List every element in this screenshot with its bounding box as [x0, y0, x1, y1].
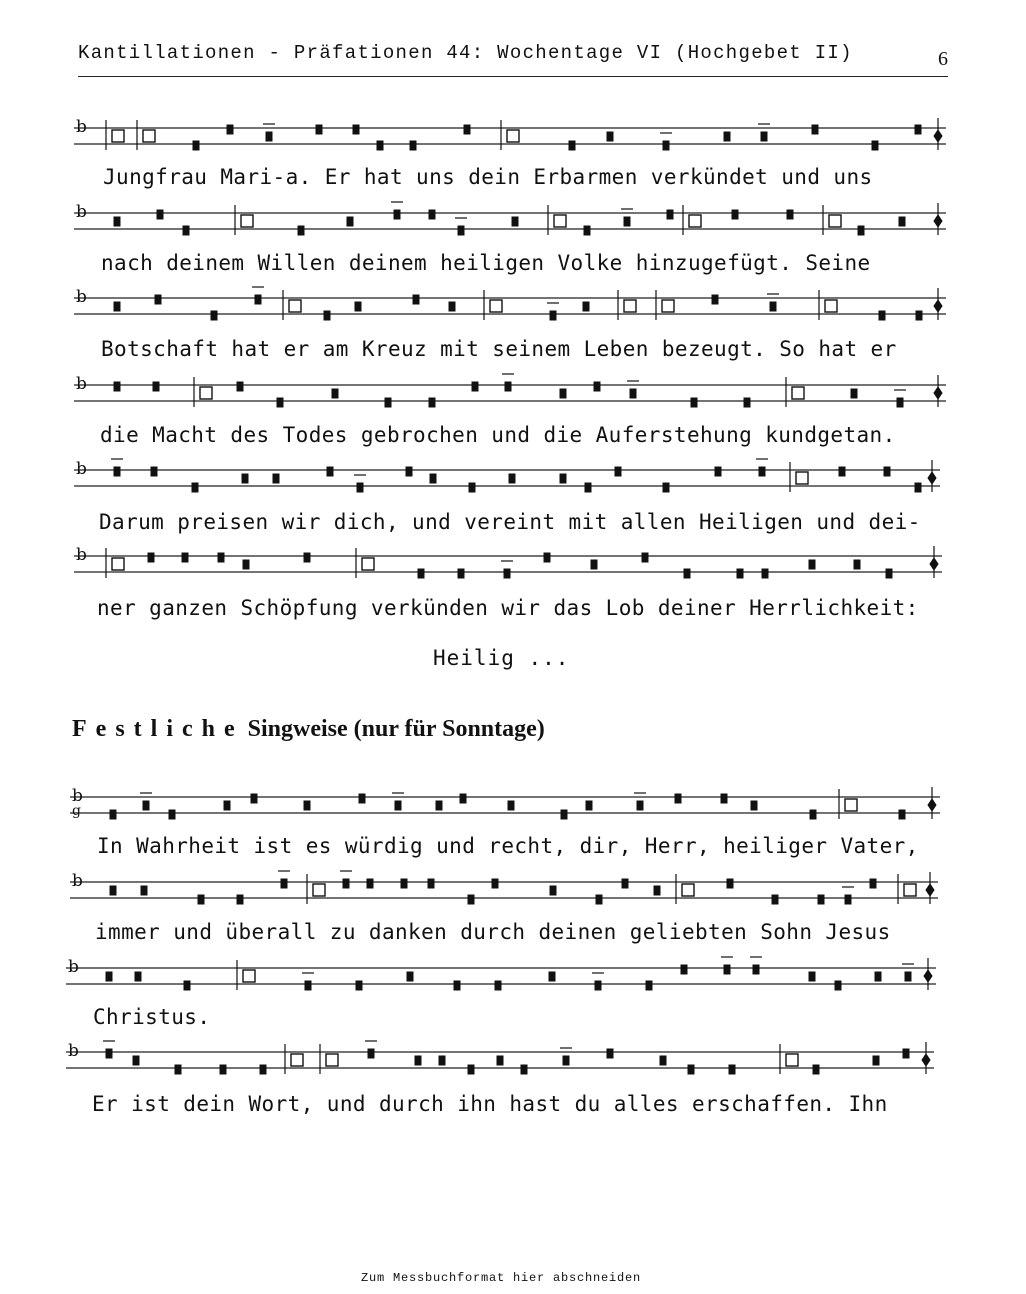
- header-title: Kantillationen - Präfationen 44: Wochentage VI (Hochgebet II): [78, 42, 853, 64]
- page-number: 6: [938, 48, 948, 70]
- lyric-line-3: Botschaft hat er am Kreuz mit seinem Leben bezeugt. So hat er: [101, 337, 897, 361]
- festive-lyric-line-2: immer und überall zu danken durch deinen geliebten Sohn Jesus: [95, 920, 891, 944]
- svg-text:b: b: [72, 786, 83, 806]
- festive-lyric-line-3: Christus.: [93, 1005, 211, 1029]
- lyric-line-4: die Macht des Todes gebrochen und die Auferstehung kundgetan.: [100, 423, 896, 447]
- svg-text:b: b: [68, 1041, 79, 1061]
- svg-text:b: b: [72, 871, 83, 891]
- svg-text:b: b: [76, 202, 87, 222]
- lyric-line-6: ner ganzen Schöpfung verkünden wir das Lob deiner Herrlichkeit:: [97, 596, 919, 620]
- section-title-spaced: Festliche: [72, 716, 244, 742]
- svg-text:b: b: [76, 459, 87, 479]
- svg-text:b: b: [68, 957, 79, 977]
- festive-lyric-line-4: Er ist dein Wort, und durch ihn hast du alles erschaffen. Ihn: [92, 1092, 888, 1116]
- section-title: [72, 716, 545, 743]
- svg-text:b: b: [76, 117, 87, 137]
- heilig-ending: Heilig ...: [433, 646, 570, 670]
- svg-text:b: b: [76, 545, 87, 565]
- page-header: [78, 42, 948, 77]
- clef-marks: [68, 117, 87, 1061]
- cut-line-note: Zum Messbuchformat hier abschneiden: [360, 1271, 642, 1285]
- festive-lyric-line-1: In Wahrheit ist es würdig und recht, dir, Herr, heiliger Vater,: [97, 834, 919, 858]
- lyric-line-2: nach deinem Willen deinem heiligen Volke hinzugefügt. Seine: [101, 251, 871, 275]
- svg-text:g: g: [72, 803, 81, 819]
- lyric-line-1: Jungfrau Mari-a. Er hat uns dein Erbarmen verkündet und uns: [103, 165, 873, 189]
- section-title-rest: Singweise (nur für Sonntage): [247, 716, 545, 742]
- svg-text:b: b: [76, 287, 87, 307]
- lyric-line-5: Darum preisen wir dich, und vereint mit allen Heiligen und dei-: [99, 510, 921, 534]
- svg-text:b: b: [76, 374, 87, 394]
